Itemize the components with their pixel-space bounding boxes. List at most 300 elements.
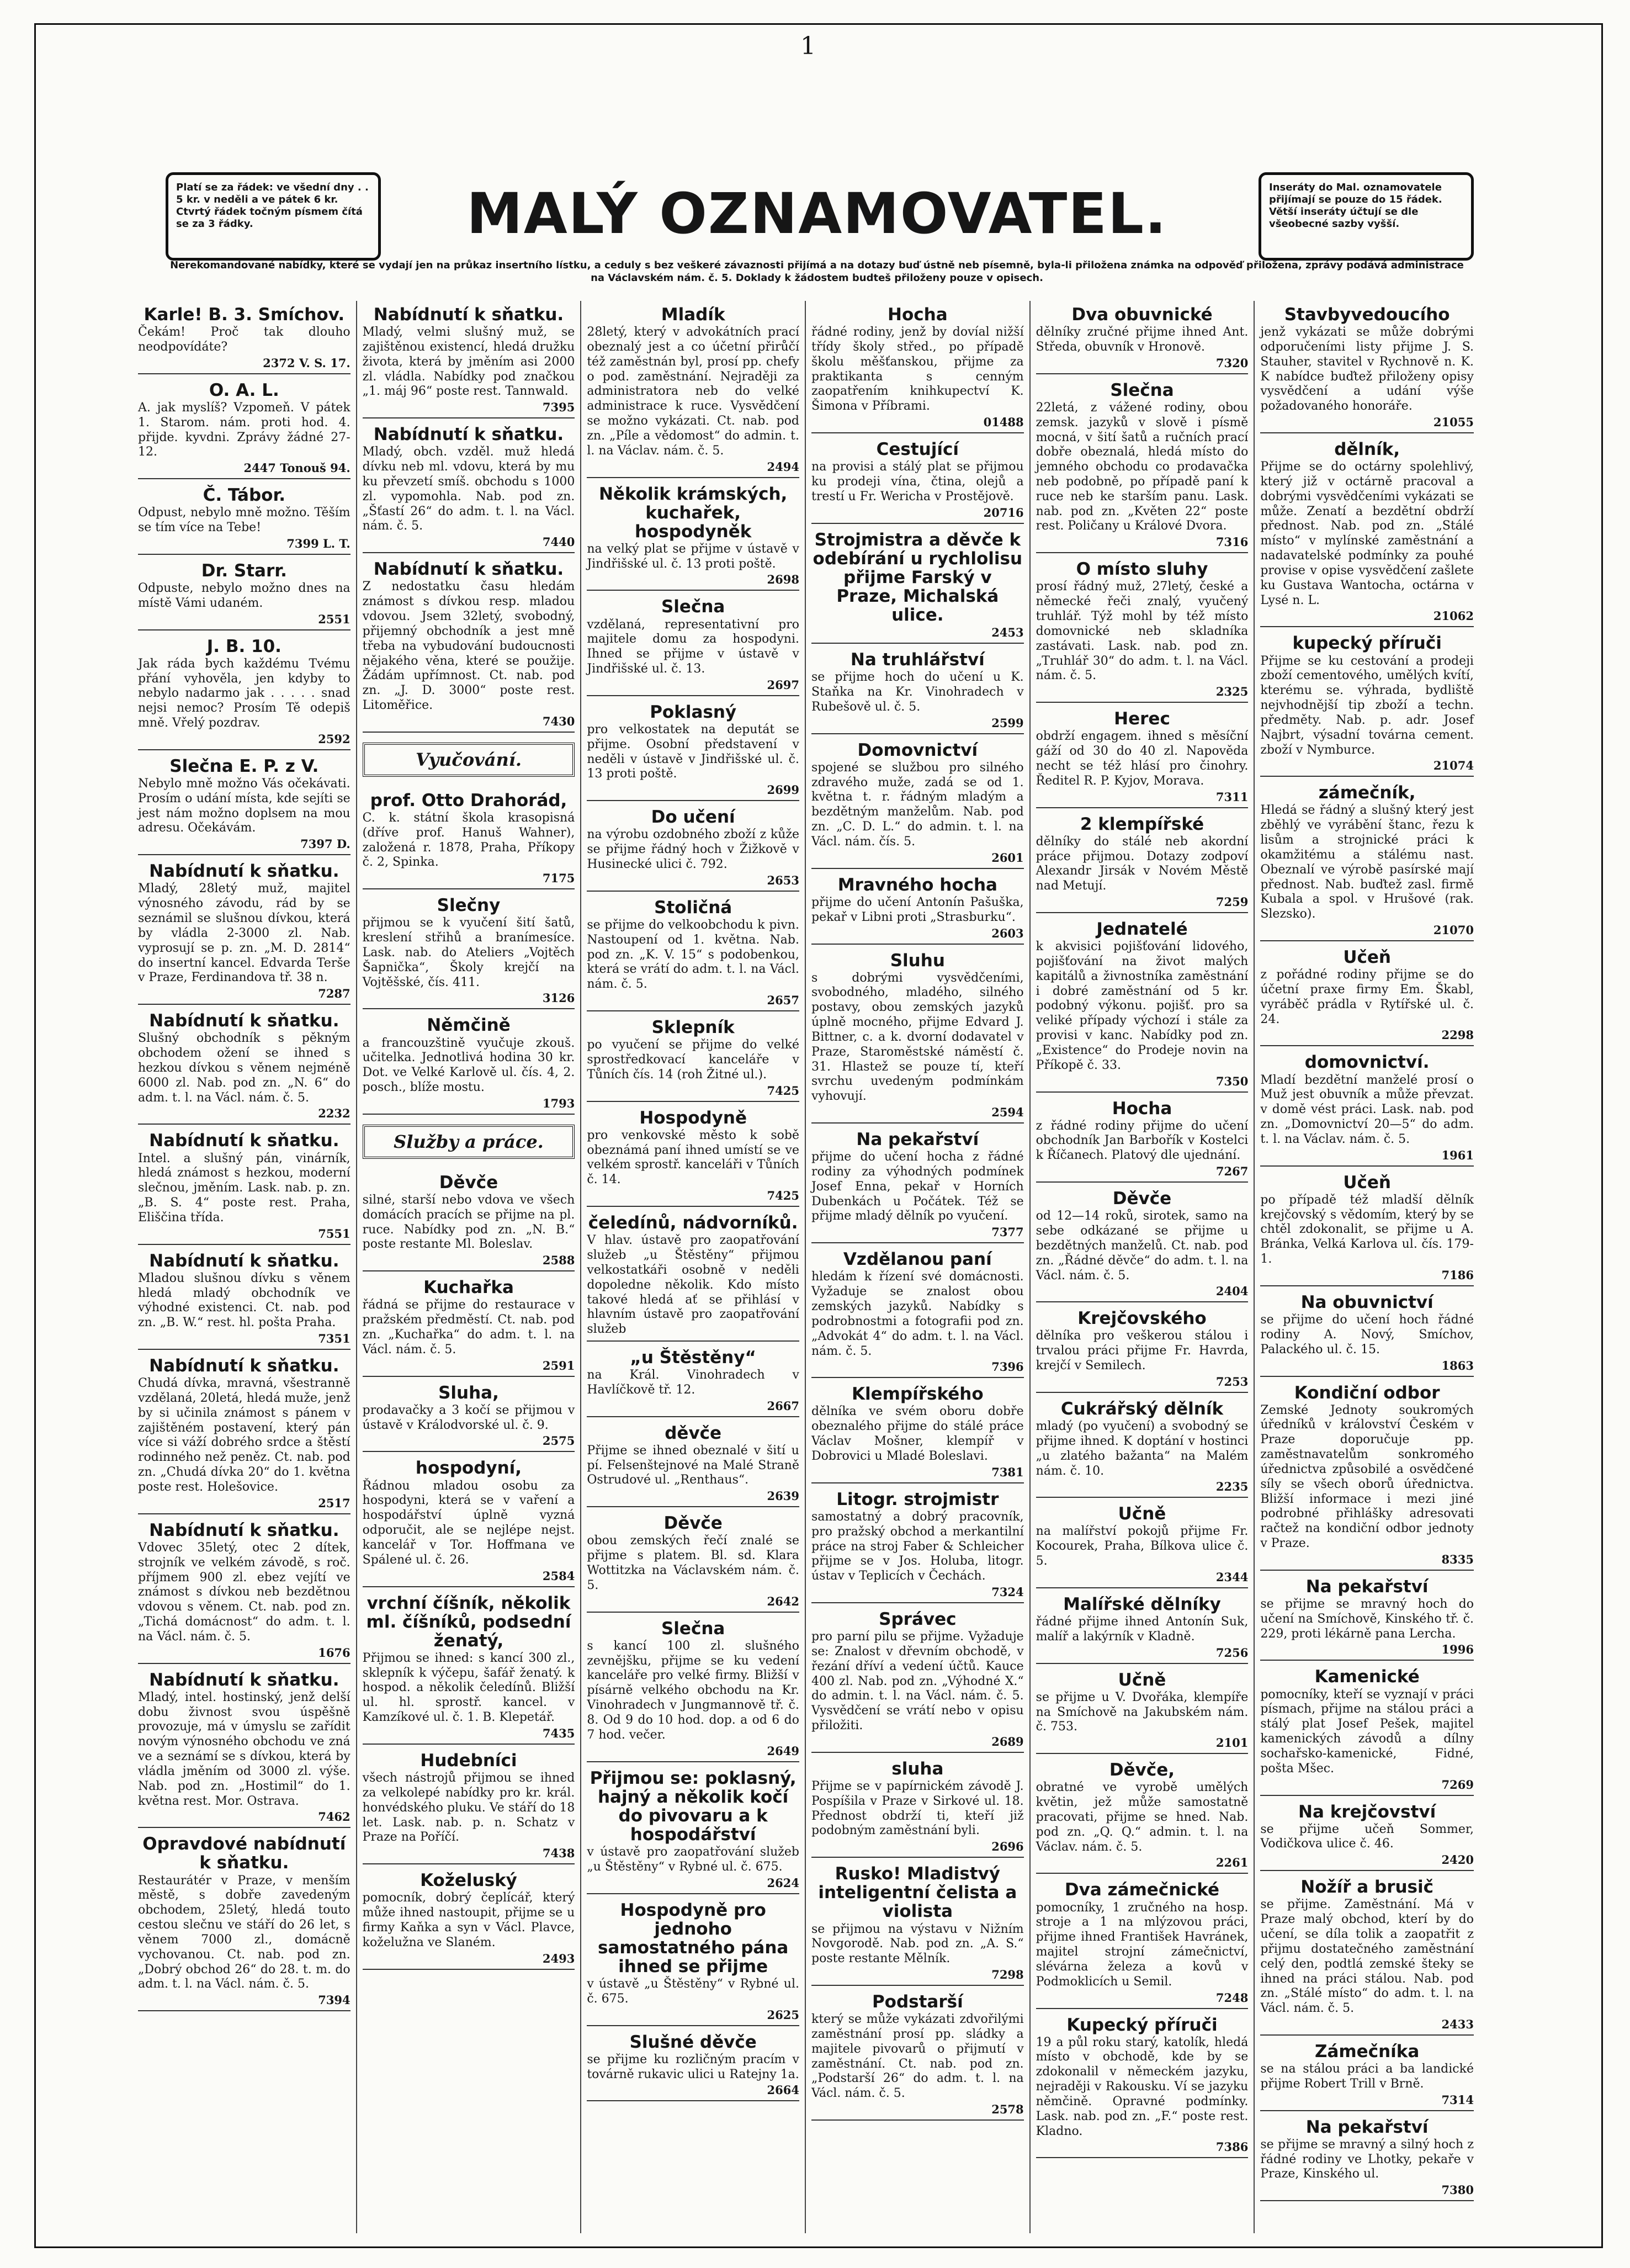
classified-ad [587, 1104, 799, 1207]
ad-title: Cestující [876, 439, 959, 460]
classified-ad [1260, 1798, 1474, 1872]
classified-ad [1036, 1756, 1249, 1874]
ad-body: hledám k řízení své domácnosti. Vyžaduje se znalost obou zemských jazyků. Nabídky s podrobnostmi a fotografii pod zn. „Advokát 4“ do adm. t. l. na Václ. nám. č. 5. [811, 1270, 1024, 1358]
ad-title: Na pekařství [1305, 1576, 1429, 1597]
ad-title: O. A. L. [209, 380, 279, 400]
classified-ad [587, 1344, 799, 1417]
ad-body: po případě též mladší dělník krejčovský s vědomím, který by se chtěl zdokonalit, se přijme u A. Bránka, Velká Karlova ul. čís. 179-1. [1260, 1193, 1474, 1267]
ad-title: Nabídnutí k sňatku. [149, 1520, 339, 1540]
ad-number: 2453 [991, 626, 1024, 640]
ad-title: Č. Tábor. [203, 485, 286, 506]
ad-title: Rusko! Mladistvý inteligentní čelista a violista [818, 1864, 1017, 1922]
ad-title: Herec [1114, 709, 1170, 729]
page-number: 1 [800, 32, 816, 60]
ad-title: Slečna [1110, 380, 1174, 400]
ad-number: 2493 [542, 1951, 575, 1965]
ad-body: se přijme do velkoobchodu k pivn. Nastoupení od 1. května. Nab. pod zn. „K. V. 15“ s podobenkou, která se vrátí do adm. t. l. na Václ. nám. č. 5. [587, 918, 799, 992]
ad-number: 2603 [991, 926, 1024, 940]
ad-body: na výrobu ozdobného zboží z kůže se přijme řádný hoch v Žižkově v Husinecké ulici č. 792. [587, 828, 799, 872]
ad-title: Na truhlářství [850, 650, 985, 670]
classified-ad [811, 646, 1024, 734]
ad-body: po vyučení se přijme do velké sprostředkovací kanceláře v Tůních čís. 14 (roh Žitné ul.). [587, 1038, 799, 1082]
ad-body: všech nástrojů přijmou se ihned za velkolepé nabídky pro kr. král. honvédského pluku. Ve stáří do 18 let. Lask. nab. p. n. Schatz v Praze na Poříčí. [362, 1771, 575, 1845]
masthead [166, 172, 1468, 255]
ad-title: Slušné děvče [629, 2032, 757, 2052]
ad-title: Učně [1118, 1504, 1166, 1524]
ad-title: Učeň [1343, 947, 1391, 968]
classified-ad [1036, 301, 1249, 374]
section-heading: Služby a práce. [363, 1125, 575, 1159]
classified-ad [1036, 377, 1249, 554]
ad-number: 2698 [767, 573, 799, 587]
ad-title: Nabídnutí k sňatku. [149, 1356, 339, 1376]
ad-body: C. k. státní škola krasopisná (dříve prof. Hanuš Wahner), založená r. 1878, Praha, Příkopy č. 2, Spinka. [362, 810, 575, 870]
ad-title: 2 klempířské [1080, 814, 1204, 834]
ad-number: 7316 [1215, 535, 1249, 549]
classified-ad [1260, 436, 1474, 627]
ad-number: 7253 [1215, 1374, 1249, 1389]
classified-ad [138, 377, 351, 479]
ad-body: který se může vykázati zdvořilými zaměstnání prosí pp. sládky a majitele pivovarů o přijmutí v zaměstnání. Ct. nab. pod zn. „Podstarší 26“ do adm. t. l. na Václ. nám. č. 5. [811, 2012, 1024, 2101]
ad-body: 28letý, který v advokátních prací obeznalý jest a co účetní přirůčí též zaměstnán byl, prosí pp. chefy o pod. zaměstnání. Nejraději za administratora neb do velké administrace k ruce. Vysvědčení se možno vykázati. Ct. nab. pod zn. „Píle a vědomost“ do admin. t. l. na Václav. nám. č. 5. [587, 325, 799, 458]
ad-number: 7186 [1441, 1268, 1474, 1282]
ad-body: Hledá se řádný a slušný který jest zběhlý ve vyrábění štanc, řezu k lisům a strojnické práci k okamžitému a stálému nast. Obeznalí ve výrobě pasírské mají přednost. Nab. buďtež zasl. firmě Kubala a spol. v Hrušové (rak. Slezsko). [1260, 803, 1474, 921]
classified-ad [1260, 2113, 1474, 2202]
ad-body: 22letá, z vážené rodiny, obou zemsk. jazyků v slově i písmě mocná, v šití šatů a ručních prací dobře obeznalá, hledá místo do jemného obchodu co prodavačka neb podobně, po případě paní k ruce neb ke starším panu. Lask. nab. pod zn. „Květen 22“ poste rest. Poličany u Králové Dvora. [1036, 400, 1249, 533]
ad-title: Do učení [651, 807, 735, 828]
ad-body: Nebylo mně možno Vás očekávati. Prosím o udání místa, kde sejíti se jest nám možno doplsem na mou adresu. Očekávám. [138, 776, 351, 835]
ad-number: 2372 V. S. 17. [263, 356, 351, 370]
ad-body: obratné ve vyrobě umělých květin, jež může samostatně pracovati, přijme se hned. Nab. pod zn. „Q. Q.“ admin. t. l. na Václav. nám. č. 5. [1036, 1781, 1249, 1854]
ad-title: domovnictví. [1304, 1052, 1430, 1073]
classified-ad [1260, 1169, 1474, 1286]
ad-number: 01488 [983, 415, 1024, 430]
ad-number: 2601 [991, 850, 1024, 865]
ad-body: se přijme ku rozličným pracím v továrně rukavic ulici u Ratejny 1a. [587, 2052, 799, 2081]
classified-ad [587, 1419, 799, 1508]
ad-number: 2649 [767, 1744, 799, 1758]
ad-title: Nabídnutí k sňatku. [373, 559, 564, 580]
classified-ad [1036, 1591, 1249, 1664]
ad-body: k akvisici pojišťování lidového, pojišťování na život malých kapitálů a živnostníka zaměstnání i dobré zaměstnání od 5 kr. podobný výkonu. pojišť. pro sa veliké případy výchozí i stále za provisi v kanc. Nabídky pod zn. „Existence“ do Prodeje novin na Příkopě č. 33. [1036, 940, 1249, 1072]
classified-ad [138, 557, 351, 630]
ad-title: Mravného hocha [837, 875, 997, 895]
classified-ad [1036, 1876, 1249, 2009]
ad-number: 7324 [991, 1585, 1024, 1599]
classified-ad [587, 301, 799, 478]
ad-number: 2578 [991, 2102, 1024, 2117]
classified-ad [1260, 1663, 1474, 1795]
ad-title: Kondiční odbor [1294, 1382, 1440, 1403]
column-6 [1255, 301, 1479, 2233]
ad-number: 7351 [318, 1332, 351, 1346]
classified-ad [1260, 629, 1474, 777]
ad-title: Slečna E. P. z V. [169, 756, 319, 776]
ad-number: 2588 [542, 1253, 575, 1268]
classified-ad [1036, 1305, 1249, 1393]
classified-ad [138, 1666, 351, 1829]
ad-body: na provisi a stálý plat se přijmou ku prodeji vína, čtina, olejů a trestí u Fr. Wericha v Prostějově. [811, 460, 1024, 504]
ad-title: Vzdělanou paní [843, 1249, 992, 1270]
ad-number: 7394 [318, 1993, 351, 2007]
classified-ad [587, 1615, 799, 1762]
classified-ad [138, 633, 351, 750]
ad-title: Děvče, [1109, 1760, 1175, 1781]
policy-box [1259, 172, 1474, 261]
ad-number: 2697 [767, 677, 799, 692]
classified-ad [1036, 705, 1249, 808]
ad-number: 7380 [1441, 2183, 1474, 2197]
ad-body: a francouzštině vyučuje zkouš. učitelka. Jednotlivá hodina 30 kr. Dot. ve Velké Karlově ul. čís. 4, 2. posch., blíže mostu. [362, 1036, 575, 1095]
ad-number: 21074 [1433, 759, 1474, 773]
ad-title: Slečna [661, 1618, 725, 1639]
ad-body: Přijme se ku cestování a prodeji zboží cementového, umělých kvítí, kterému se. výhrada, bydliště nejvhodnější tip zboží a techn. předměty. Nab. p. adr. Josef Najbrt, výsadní továrna cement. zboží v Nymburce. [1260, 654, 1474, 757]
ad-number: 2642 [767, 1594, 799, 1608]
ad-number: 7551 [318, 1226, 351, 1241]
ad-number: 2551 [318, 612, 351, 626]
ad-body: Odpust, nebylo mně možno. Těším se tím více na Tebe! [138, 506, 351, 535]
classified-ad [1260, 1048, 1474, 1166]
classified-ad [138, 753, 351, 855]
ad-number: 2667 [767, 1398, 799, 1413]
ad-number: 7399 L. T. [286, 536, 351, 550]
ad-number: 2101 [1215, 1736, 1249, 1750]
classified-columns [132, 301, 1479, 2233]
ad-number: 2599 [991, 716, 1024, 730]
column-1 [132, 301, 357, 2233]
classified-ad [363, 421, 575, 553]
classified-ad [1260, 779, 1474, 941]
ad-body: Řádnou mladou osobu za hospodyni, která se v vaření a hospodářství úplně vyzná odporučit, ale se nejlépe nejst. kancelář v Tor. Hoffmana ve Spálené ul. č. 26. [362, 1479, 575, 1567]
ad-title: vrchní číšník, několik ml. číšníků, podsední ženatý, [366, 1593, 571, 1651]
ad-title: Kupecký příruči [1066, 2015, 1218, 2035]
ad-body: Restaurátér v Praze, v menším městě, s dobře zavedeným obchodem, 25letý, hledá touto cestou slečnu ve stáří do 26 let, s věnem 7000 zl., domácně vychovanou. Ct. nab. pod zn. „Dobrý obchod 26“ do 28. t. m. do adm. t. l. na Václ. nám. č. 5. [138, 1873, 351, 1991]
ad-body: Mladý, velmi slušný muž, se zajištěnou existencí, hledá družku života, která by jměním asi 2000 zl. vládla. Nabídky pod značkou „1. máj 96“ poste rest. Tannwald. [362, 325, 575, 399]
ad-body: na Král. Vinohradech v Havlíčkově tř. 12. [587, 1368, 799, 1397]
ad-number: 7425 [767, 1083, 799, 1098]
ad-number: 2657 [767, 993, 799, 1008]
ad-number: 7256 [1215, 1645, 1249, 1660]
ad-number: 2624 [767, 1875, 799, 1890]
ad-number: 7320 [1215, 356, 1249, 370]
ad-body: V hlav. ústavě pro zaopatřování služeb „u Štěstěny“ přijmou velkostatkáři osobně v neděli dopoledne několik. Kdo místo takové hledá ať se přihlásí v hlavním ústavě pro zaopatřování služeb [587, 1233, 799, 1337]
page-marks [0, 32, 1630, 71]
ad-title: Domovnictví [857, 740, 978, 760]
classified-ad [1260, 1379, 1474, 1571]
ad-number: 7435 [542, 1726, 575, 1740]
ad-title: sluha [891, 1758, 944, 1779]
classified-ad [138, 1352, 351, 1514]
ad-number: 1863 [1441, 1358, 1474, 1373]
ad-title: Učeň [1343, 1172, 1391, 1193]
ad-number: 1961 [1441, 1148, 1474, 1162]
classified-ad [1036, 1185, 1249, 1302]
ad-body: s kancí 100 zl. slušného zevnějšku, přijme se ku vedení kanceláře pro velké firmy. Bližší v písárně velkého obchodu na Kr. Vinohradech v Jungmannově tř. č. 8. Od 9 do 10 hod. dop. a od 6 do 7 hod. večer. [587, 1639, 799, 1742]
ad-title: Dr. Starr. [201, 560, 287, 581]
classified-ad [363, 1011, 575, 1114]
ad-body: Zemské Jednoty soukromých úředníků v království Českém v Praze doporučuje pp. zaměstnavatelům sonkromého úřednictva způsobilé a osvědčené síly se všech oborů úřednictva. Bližší informace i mezi jiné podrobné přihlášky adresovati račtež na kondiční odbor jednoty v Praze. [1260, 1403, 1474, 1551]
ad-title: Kamenické [1314, 1667, 1420, 1687]
classified-ad [811, 1755, 1024, 1858]
ad-number: 2235 [1215, 1480, 1249, 1494]
classified-ad [363, 555, 575, 733]
pricing-text: Platí se za řádek: ve všední dny . . 5 kr. v neděli a ve pátek 6 kr. Ctvrtý řádek točným písmem čítá se za 3 řádky. [176, 182, 369, 230]
ad-body: Intel. a slušný pán, vinárník, hledá známost s hezkou, moderní slečnou, jměním. Lask. nab. p. zn. „B. S. 4“ poste rest. Praha, Eliščina třída. [138, 1151, 351, 1225]
ad-title: Hospodyně pro jednoho samostatného pána ihned se přijme [597, 1900, 789, 1976]
ad-number: 7175 [542, 871, 575, 886]
classified-ad [1260, 944, 1474, 1046]
ad-title: Hocha [1112, 1098, 1172, 1119]
classified-ad [1036, 555, 1249, 703]
ad-body: Mladý, obch. vzděl. muž hledá dívku neb ml. vdovu, která by mu ku převzetí smíš. obchodu s 1000 zl. vypomohla. Nab. pod zn. „Šťastí 26“ do adm. t. l. na Václ. nám. č. 5. [362, 445, 575, 533]
ad-body: se přijme. Zaměstnání. Má v Praze malý obchod, kterí by do učení, se díla tolik a zaopatřit z přijmu dostatečného zaměstnání celý den, podtlá zemské šteky se ihned na práci stálou. Nab. pod zn. „Stálé místo“ do adm. t. l. na Václ. nám. č. 5. [1260, 1898, 1474, 2016]
ad-number: 2653 [767, 873, 799, 887]
ad-title: Mladík [661, 305, 725, 325]
ad-number: 2420 [1441, 1853, 1474, 1867]
ad-title: O místo sluhy [1076, 559, 1208, 580]
ad-body: pro venkovské město k sobě obeznámá paní ihned umístí se ve velkém sprostř. kanceláři v Tůních č. 14. [587, 1128, 799, 1187]
ad-body: pomocníky, kteří se vyznají v práci písmach, přijme na stálou práci a stálý plat Josef Pešek, majitel kamenických závodů a dílny sochařsko-kamenické, Fidné, pošta Mšec. [1260, 1687, 1474, 1776]
ad-body: se přijme učeň Sommer, Vodičkova ulice č. 46. [1260, 1822, 1474, 1851]
ad-body: dělníka pro veškerou stálou i trvalou práci přijme Fr. Havrda, krejčí v Semilech. [1036, 1329, 1249, 1373]
ad-number: 2625 [767, 2007, 799, 2022]
ad-number: 2594 [991, 1105, 1024, 1120]
ad-number: 2298 [1441, 1028, 1474, 1042]
ad-number: 7430 [542, 714, 575, 728]
ad-number: 7381 [991, 1465, 1024, 1479]
classified-ad [587, 894, 799, 1011]
ad-number: 2325 [1215, 685, 1249, 699]
ad-body: jenž vykázati se může dobrými odporučeními listy přijme J. S. Stauher, stavitel v Rychnově n. K. K nabídce buďtež přiloženy opisy vysvědčení a udání výše požadovaného honoráře. [1260, 325, 1474, 414]
ad-body: přijme do učení hocha z řádné rodiny za výhodných podmínek Josef Enna, pekař v Horních Dubenkách u Počátek. Též se přijme mladý dělník po vyučení. [811, 1150, 1024, 1223]
classified-ad [587, 803, 799, 892]
ad-body: pomocníky, 1 zručného na hosp. stroje a 1 na mlýzovou práci, přijme ihned František Havránek, majitel strojní zámečnictví, slévárna železa a kovů v Podmoklicích u Semil. [1036, 1900, 1249, 1989]
ad-body: Z nedostatku času hledám známost s dívkou resp. mladou vdovou. Jsem 32letý, svobodný, přijemný obchodník a jest mně třeba na vybudování budoucnosti nějakého věna, které se použije. Žádám upřímnost. Ct. nab. pod zn. „J. D. 3000“ poste rest. Litoměřice. [362, 580, 575, 713]
classified-ad [363, 892, 575, 1009]
ad-title: děvče [665, 1423, 722, 1443]
ad-title: Nabídnutí k sňatku. [373, 305, 564, 325]
ad-body: dělníka ve svém oboru dobře obeznalého přijme do stálé práce Václav Mošner, klempíř v Dobrovici u Mladé Boleslavi. [811, 1405, 1024, 1463]
ad-body: pomocník, dobrý čeplícář, který může ihned nastoupit, přijme se u firmy Kaňka a syn v Václ. Plavce, koželužna ve Slaném. [362, 1891, 575, 1949]
ad-title: Malířské dělníky [1063, 1594, 1221, 1614]
classified-ad [811, 736, 1024, 869]
ad-number: 21062 [1433, 609, 1474, 623]
ad-body: se přijme u V. Dvořáka, klempíře na Smíchově na Jakubském nám. č. 753. [1036, 1690, 1249, 1734]
ad-title: Stavbyvedoucího [1284, 305, 1450, 325]
classified-ad [138, 1830, 351, 2011]
classified-ad [138, 301, 351, 374]
ad-title: Nabídnutí k sňatku. [149, 1250, 339, 1271]
ad-number: 1996 [1441, 1642, 1474, 1657]
classified-ad [363, 787, 575, 889]
ad-body: Vdovec 35letý, otec 2 dítek, strojník ve velkém závodě, s roč. příjmem 900 zl. ebez vejítí ve známost s dívkou neb bezdětnou vdovou s věnem. Ct. nab. pod zn. „Tichá domácnost“ do adm. t. l. na Václ. nám. č. 5. [138, 1540, 351, 1644]
ad-number: 7386 [1215, 2140, 1249, 2154]
ad-number: 1676 [318, 1645, 351, 1660]
classified-ad [138, 1517, 351, 1664]
classified-ad [811, 436, 1024, 524]
ad-body: silné, starší nebo vdova ve všech domácích pracích se přijme na pl. ruce. Nabídky pod zn. „N. B.“ poste restante Ml. Boleslav. [362, 1193, 575, 1252]
classified-ad [587, 1764, 799, 1894]
ad-body: řádné rodiny, jenž by dovíal nižší třídy školy střed., po případě školu měšťanskou, přijme za praktikanta s cenným zaopatřením knihkupectví K. Šimona v Příbrami. [811, 325, 1024, 414]
ad-body: řádná se přijme do restaurace v pražském předměstí. Ct. nab. pod zn. „Kuchařka“ do adm. t. l. na Václ. nám. č. 5. [362, 1298, 575, 1356]
classified-ad [587, 480, 799, 591]
ad-title: zámečník, [1318, 783, 1416, 803]
classified-ad [363, 1747, 575, 1864]
classified-ad [1036, 1095, 1249, 1183]
ad-body: pro parní pilu se přijme. Vyžaduje se: Znalost v dřevním obchodě, v řezání dříví a vedení účtů. Kauce 400 zl. Nab. pod zn. „Výhodné X.“ do admin. t. l. na Václ. nám. č. 5. Vysvědčení se vrátí nebo v opisu přiložiti. [811, 1630, 1024, 1733]
classified-ad [1260, 301, 1474, 433]
classified-ad [811, 947, 1024, 1124]
ad-body: Mladý, intel. hostinský, jenž delší dobu živnost svou úspěšně provozuje, má v úmyslu se zařídit novým výnosného obchodu ve zná ve a seznámí se s dívkou, která by vládla jměním od 3000 zl. výše. Nab. pod zn. „Hostimil“ do 1. května rest. Mor. Ostrava. [138, 1690, 351, 1808]
ad-body: s dobrými vysvědčeními, svobodného, mladého, silného postavy, obou zemských jazyků úplně mocného, přijme Edvard J. Bittner, c. a k. dvorní dodavatel v Praze, Staroměstské náměstí č. 31. Hlastež se pouze tí, kteří svrchu uvedeným podmínkám vyhovují. [811, 971, 1024, 1104]
ad-body: řádné přijme ihned Antonín Suk, malíř a lakýrník v Kladně. [1036, 1615, 1249, 1644]
column-2 [357, 301, 582, 2233]
ad-body: A. jak myslíš? Vzpomeň. V pátek 1. Starom. nám. proti hod. 4. přijde. kyvdni. Zprávy žádné 27-12. [138, 400, 351, 459]
classified-ad [811, 871, 1024, 945]
classified-ad [1260, 1873, 1474, 2036]
ad-body: Čekám! Proč tak dlouho neodpovídáte? [138, 325, 351, 354]
ad-number: 2494 [767, 459, 799, 474]
ad-body: prosí řádný muž, 27letý, české a německé řeči znalý, vyučený truhlář. Týž mohl by též místo domovnické neb skladníka zastávati. Lask. nab. pod zn. „Truhlář 30“ do adm. t. l. na Václ. nám. č. 5. [1036, 580, 1249, 683]
classified-ad [587, 1896, 799, 2026]
ad-title: Hudebníci [420, 1750, 517, 1771]
classified-ad [811, 301, 1024, 433]
classified-ad [363, 1379, 575, 1453]
ad-number: 7287 [318, 987, 351, 1001]
ad-number: 7440 [542, 535, 575, 549]
ad-number: 7269 [1441, 1777, 1474, 1792]
ad-title: Strojmistra a děvče k odebírání u rychlolisu přijme Farský v Praze, Michalská ulice. [813, 529, 1023, 626]
ad-body: Přijme se ihned obeznalé v šití u pí. Felsenštejnové na Malé Straně Ostrudové ul. „Renthaus“. [587, 1443, 799, 1487]
ad-title: Na krejčovství [1298, 1801, 1436, 1822]
classified-ad [1036, 915, 1249, 1093]
ad-body: pro velkostatek na deputát se přijme. Osobní představení v neděli v ústavě v Jindřišské ul. č. 13 proti poště. [587, 722, 799, 781]
ad-body: spojené se službou pro silného zdravého muže, zadá se od 1. května t. r. řádným mladým a bezdětným manželům. Nab. pod zn. „C. D. L.“ do admin. t. l. na Václ. nám. čís. 5. [811, 760, 1024, 849]
classified-ad [811, 526, 1024, 644]
ad-title: hospodyní, [415, 1458, 522, 1479]
ad-title: Nabídnutí k sňatku. [149, 1011, 339, 1031]
column-4 [806, 301, 1031, 2233]
ad-body: obdrží engagem. ihned s měsíční gáží od 30 do 40 zl. Napověda necht se též hlásí pro činohry. Ředitel R. P. Kyjov, Morava. [1036, 729, 1249, 788]
classified-ad [811, 1380, 1024, 1483]
ad-number: 2404 [1215, 1284, 1249, 1299]
ad-number: 2689 [991, 1734, 1024, 1748]
section-heading: Vyučování. [363, 743, 575, 777]
classified-ad [587, 1209, 799, 1342]
ad-title: Stoličná [654, 897, 732, 918]
ad-title: čeledínů, nádvorníků. [588, 1213, 798, 1233]
ad-number: 7397 D. [300, 837, 351, 851]
ad-number: 7377 [991, 1225, 1024, 1239]
classified-ad [363, 1454, 575, 1587]
ad-title: Němčině [427, 1015, 511, 1036]
classified-ad [811, 1246, 1024, 1378]
classified-ad [1260, 2038, 1474, 2111]
ad-body: Jak ráda bych každému Tvému přání vyhověla, jen kdyby to nebylo nadarmo jak . . . . . snad nejsi nemoc? Prosím Tě odepiš mně. Vřelý pozdrav. [138, 656, 351, 730]
ad-number: 3126 [542, 991, 575, 1005]
ad-title: Děvče [663, 1513, 723, 1534]
ad-number: 20716 [983, 505, 1024, 520]
classified-ad [138, 857, 351, 1005]
ad-title: Nožíř a brusič [1300, 1877, 1434, 1898]
ad-title: dělník, [1334, 439, 1400, 460]
ad-body: na velký plat se přijme v ústavě v Jindřišské ul. č. 13 proti poště. [587, 542, 799, 571]
header-note: Nerekomandované nabídky, které se vydají jen na průkaz insertního lístku, a ceduly s bez veškeré závaznosti přijímá a na dotazy buď ústně neb písemně, byla-li přiložena známka na odpověď přiložena, zprávy podává administrace na Václavském nám. č. 5. Doklady k žádostem budteš přiloženy pouze v opisech. [170, 259, 1464, 284]
ad-body: Přijme se v papírnickém závodě J. Pospíšila v Praze v Sirkové ul. 18. Přednost obdrží ti, kteří již podobným zaměstnání byli. [811, 1779, 1024, 1838]
ad-number: 7248 [1215, 1990, 1249, 2005]
ad-title: Opravdové nabídnutí k sňatku. [142, 1834, 346, 1873]
ad-body: na malířství pokojů přijme Fr. Kocourek, Praha, Bílkova ulice č. 5. [1036, 1524, 1249, 1568]
ad-number: 21055 [1433, 415, 1474, 430]
classified-ad [363, 1274, 575, 1376]
classified-ad [811, 1126, 1024, 1243]
classified-ad [811, 1486, 1024, 1603]
ad-body: z řádné rodiny přijme do učení obchodník Jan Barbořík v Kostelci k Říčanech. Platový dle ujednání. [1036, 1119, 1249, 1163]
ad-number: 2344 [1215, 1570, 1249, 1584]
classified-ad [1260, 1289, 1474, 1377]
ad-body: se přijme se mravný hoch do učení na Smíchově, Kinského tř. č. 229, proti lékárně pana Lercha. [1260, 1597, 1474, 1641]
ad-number: 7462 [318, 1810, 351, 1824]
ad-body: Mladý, 28letý muž, majitel výnosného závodu, rád by se seznámil se slušnou dívkou, která by vládla 2-3000 zl. Nab. vyprosují se p. zn. „M. D. 2814“ do insertní kancel. Edvarda Terše v Praze, Ferdinandova tř. 38 n. [138, 882, 351, 985]
ad-title: Karle! B. 3. Smíchov. [144, 305, 345, 325]
ad-title: Přijmou se: poklasný, hajný a několik kočí do pivovaru a k hospodářství [590, 1768, 797, 1845]
ad-number: 2591 [542, 1358, 575, 1373]
classified-ad [811, 1860, 1024, 1986]
ad-number: 2447 Tonouš 94. [243, 461, 351, 475]
ad-body: v ústavě pro zaopatřování služeb „u Štěstěny“ v Rybné ul. č. 675. [587, 1845, 799, 1874]
ad-title: J. B. 10. [206, 636, 282, 656]
classified-ad [587, 593, 799, 696]
ad-body: dělníky zručné přijme ihned Ant. Středa, obuvník v Hronově. [1036, 325, 1249, 354]
ad-title: Několik krámských, kuchařek, hospodyněk [598, 484, 788, 542]
classified-ad [138, 1127, 351, 1244]
ad-number: 7438 [542, 1846, 575, 1861]
ad-title: Cukrářský dělník [1060, 1398, 1224, 1419]
ad-number: 2639 [767, 1489, 799, 1503]
column-5 [1031, 301, 1255, 2233]
classified-ad [1036, 2011, 1249, 2159]
ad-title: Klempířského [851, 1384, 984, 1405]
ad-title: Na pekařství [1305, 2117, 1429, 2137]
ad-body: Mladí bezdětní manželé prosí o Muž jest obuvník a může převzat. v domě vést práci. Lask. nab. pod zn. „Domovnictví 20—5“ do adm. t. l. na Václav. nám. č. 5. [1260, 1073, 1474, 1146]
page-title: MALÝ OZNAMOVATEL. [466, 181, 1167, 247]
ad-number: 7425 [767, 1189, 799, 1203]
policy-text: Inseráty do Mal. oznamovatele přijímají se pouze do 15 řádek. Větší inseráty účtují se dle všeobecné sazby vyšší. [1269, 182, 1442, 230]
classified-ad [1260, 1573, 1474, 1661]
ad-number: 1793 [542, 1096, 575, 1110]
ad-body: od 12—14 roků, sirotek, samo na sebe odkázané se přijme u bezdětných manželů. Ct. nab. pod zn. „Řádné děvče“ do adm. t. l. na Václ. nám. č. 5. [1036, 1209, 1249, 1283]
ad-title: Dva obuvnické [1071, 305, 1213, 325]
ad-body: Odpuste, nebylo možno dnes na místě Vámi udaném. [138, 581, 351, 610]
ad-body: se přijme hoch do učení u K. Staňka na Kr. Vinohradech v Rubešově ul. č. 5. [811, 670, 1024, 714]
ad-number: 2261 [1215, 1856, 1249, 1870]
ad-body: se na stálou práci a ba landické přijme Robert Trill v Brně. [1260, 2062, 1474, 2091]
ad-title: Správec [879, 1609, 957, 1629]
ad-title: Poklasný [650, 702, 737, 722]
ad-number: 7350 [1215, 1074, 1249, 1088]
ad-body: Přijmou se ihned: s kancí 300 zl., sklepník k výčepu, šafář ženatý. k hospod. a několik čeledínů. Bližší ul. hl. sprostř. kancel. v Kamzíkové ul. č. 1. B. Klepetář. [362, 1651, 575, 1725]
ad-body: mladý (po vyučení) a svobodný se přijme ihned. K doptání v hostinci „u zlatého bažanta“ na Malém nám. č. 10. [1036, 1419, 1249, 1478]
classified-ad [811, 1988, 1024, 2121]
ad-body: přijmou se k vyučení šití šatů, kreslení střihů a branímesíce. Lask. nab. do Ateliers „Vojtěch Šapnička“, Školy krejčí na Vojtěšské, čís. 411. [362, 916, 575, 989]
ad-number: 7259 [1215, 895, 1249, 909]
ad-number: 7314 [1441, 2092, 1474, 2107]
ad-body: samostatný a dobrý pracovník, pro pražský obchod a merkantilní práce na stroj Faber & Schleicher přijme se v Jos. Holuba, litogr. ústav v Teplicích v Čechách. [811, 1509, 1024, 1583]
ad-title: Jednatelé [1096, 919, 1188, 939]
classified-ad [587, 1509, 799, 1612]
classified-ad [811, 1605, 1024, 1753]
ad-title: Podstarší [872, 1992, 963, 2012]
